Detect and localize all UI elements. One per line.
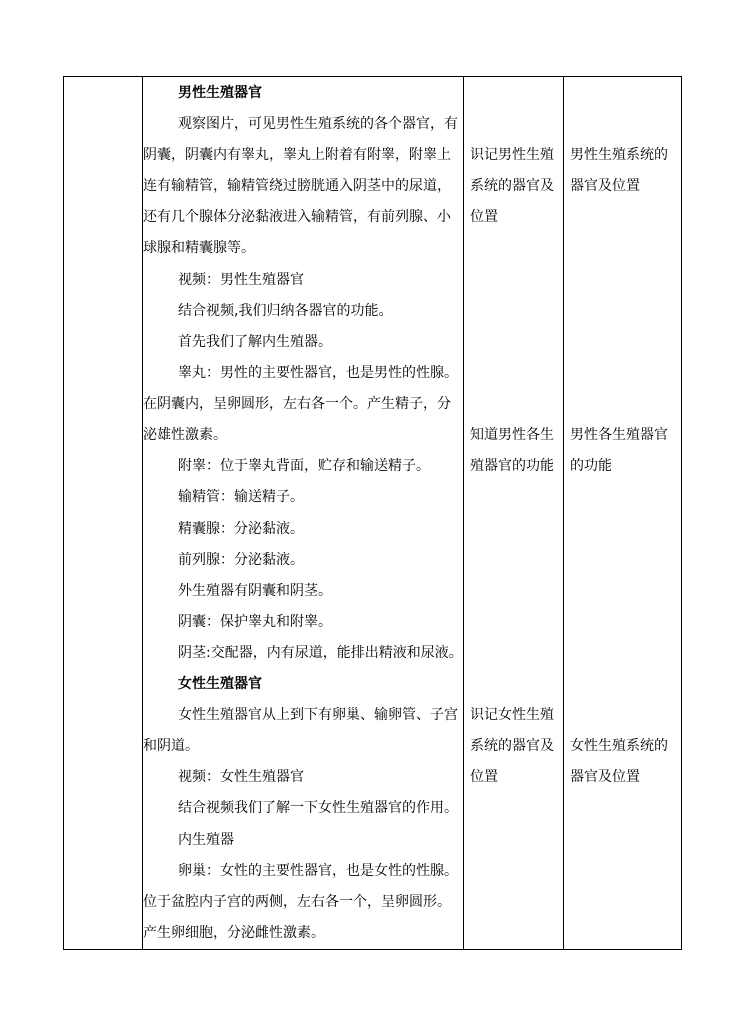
female-heading: 女性生殖器官 xyxy=(178,676,262,692)
male-heading: 男性生殖器官 xyxy=(178,85,262,101)
key-point-line: 女性生殖系统的 xyxy=(570,738,668,754)
male-paragraph-line: 连有输精管，输精管绕过膀胱通入阴茎中的尿道， xyxy=(143,178,451,194)
female-video: 视频：女性生殖器官 xyxy=(178,769,304,785)
objective-line: 识记女性生殖 xyxy=(470,707,554,723)
epididymis-line: 附睾：位于睾丸背面，贮存和输送精子。 xyxy=(178,458,430,474)
column-divider xyxy=(563,77,564,949)
objective-line: 系统的器官及 xyxy=(470,178,554,194)
objective-line: 知道男性各生 xyxy=(470,427,554,443)
prostate-line: 前列腺：分泌黏液。 xyxy=(178,552,304,568)
female-paragraph-line: 女性生殖器官从上到下有卵巢、输卵管、子宫 xyxy=(178,707,458,723)
key-point-line: 的功能 xyxy=(570,458,612,474)
male-external-line: 外生殖器有阴囊和阴茎。 xyxy=(178,583,332,599)
female-summary: 结合视频我们了解一下女性生殖器官的作用。 xyxy=(178,800,458,816)
testis-line: 在阴囊内，呈卵圆形，左右各一个。产生精子，分 xyxy=(143,396,451,412)
male-video: 视频：男性生殖器官 xyxy=(178,272,304,288)
male-paragraph-line: 阴囊，阴囊内有睾丸，睾丸上附着有附睾，附睾上 xyxy=(143,147,451,163)
objective-line: 位置 xyxy=(470,769,498,785)
testis-line: 泌雄性激素。 xyxy=(143,427,227,443)
key-point-line: 器官及位置 xyxy=(570,178,640,194)
key-point-line: 器官及位置 xyxy=(570,769,640,785)
vas-deferens-line: 输精管：输送精子。 xyxy=(178,489,304,505)
lesson-table xyxy=(63,76,682,950)
male-paragraph-line: 观察图片，可见男性生殖系统的各个器官，有 xyxy=(178,116,458,132)
female-internal-intro: 内生殖器 xyxy=(178,832,234,848)
objective-line: 识记男性生殖 xyxy=(470,147,554,163)
objective-line: 系统的器官及 xyxy=(470,738,554,754)
key-point-line: 男性生殖系统的 xyxy=(570,147,668,163)
male-paragraph-line: 还有几个腺体分泌黏液进入输精管，有前列腺、小 xyxy=(143,209,451,225)
scrotum-line: 阴囊：保护睾丸和附睾。 xyxy=(178,614,332,630)
ovary-line: 卵巢：女性的主要性器官，也是女性的性腺。 xyxy=(178,863,458,879)
seminal-vesicle-line: 精囊腺：分泌黏液。 xyxy=(178,521,304,537)
column-divider xyxy=(463,77,464,949)
key-point-line: 男性各生殖器官 xyxy=(570,427,668,443)
ovary-line: 位于盆腔内子宫的两侧，左右各一个，呈卵圆形。 xyxy=(143,894,451,910)
objective-line: 位置 xyxy=(470,209,498,225)
male-summary: 结合视频,我们归纳各器官的功能。 xyxy=(178,303,393,319)
female-paragraph-line: 和阴道。 xyxy=(143,738,199,754)
ovary-line: 产生卵细胞，分泌雌性激素。 xyxy=(143,925,325,941)
male-paragraph-line: 球腺和精囊腺等。 xyxy=(143,240,255,256)
testis-line: 睾丸：男性的主要性器官，也是男性的性腺。 xyxy=(178,365,458,381)
male-internal-intro: 首先我们了解内生殖器。 xyxy=(178,334,332,350)
penis-line: 阴茎:交配器，内有尿道，能排出精液和尿液。 xyxy=(178,645,463,661)
objective-line: 殖器官的功能 xyxy=(470,458,554,474)
